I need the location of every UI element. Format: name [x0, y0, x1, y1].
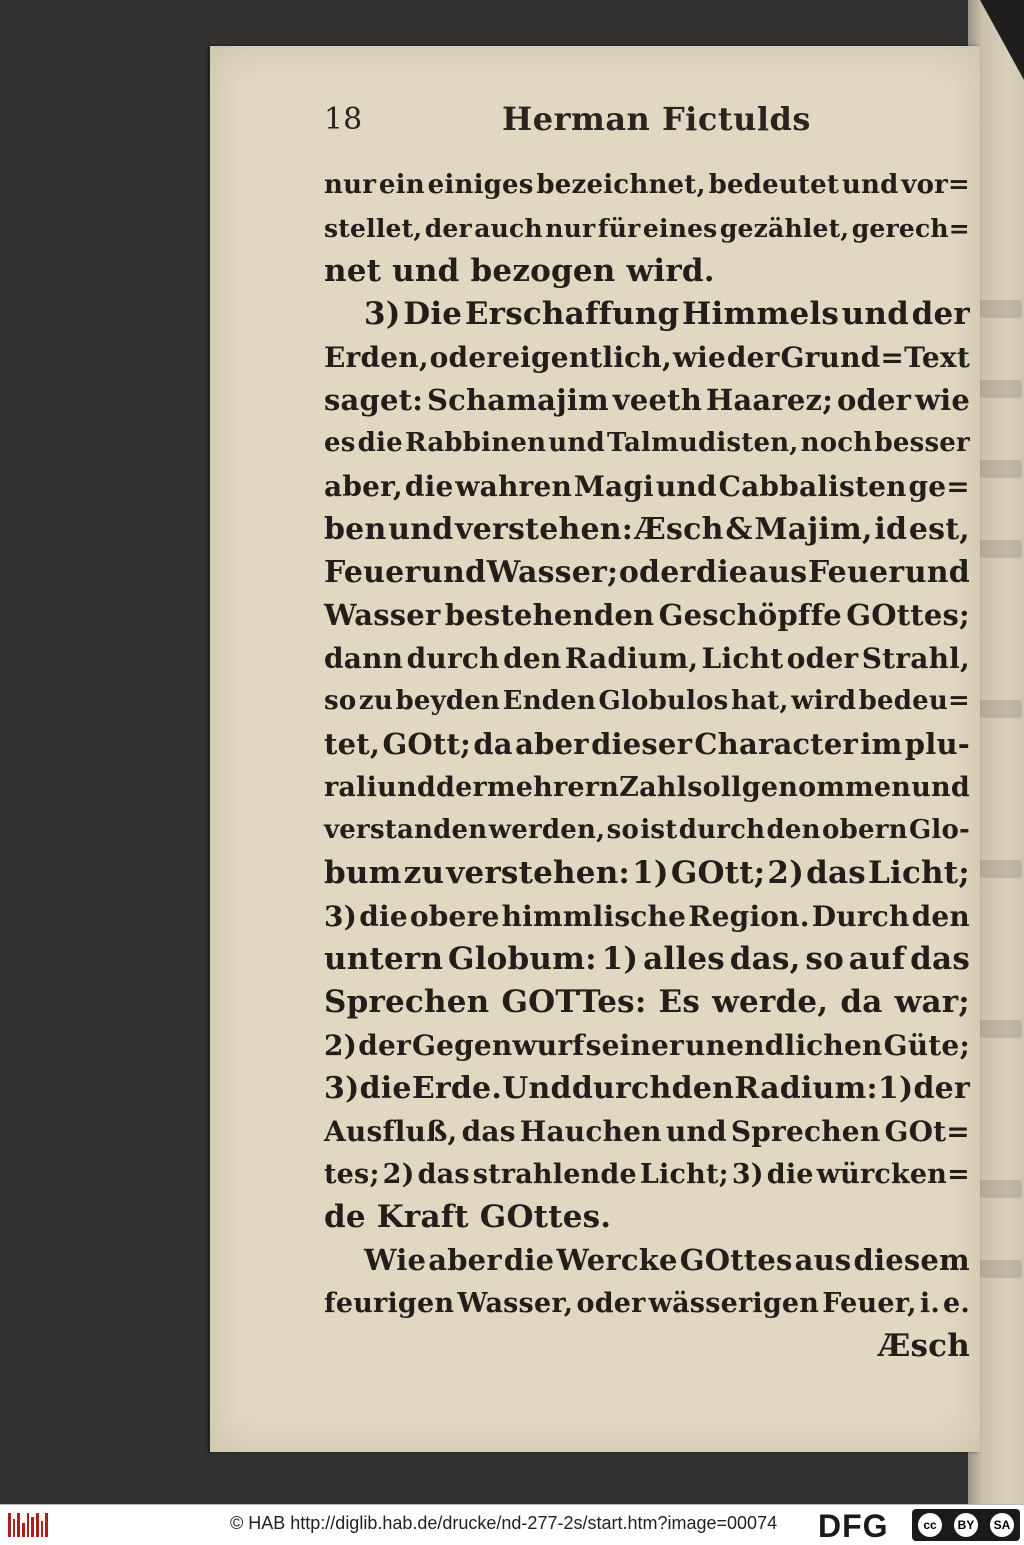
text-line: ben und verstehen: Æsch & Majim, id est, [324, 512, 970, 547]
text-line: Æsch [878, 1328, 970, 1364]
page-corner [980, 0, 1024, 80]
text-line: 3) die obere himmlische Region. Durch den [324, 900, 970, 933]
by-icon: BY [954, 1513, 978, 1537]
text-line: de Kraft GOttes. [324, 1199, 612, 1235]
text-line: Ausfluß, das Hauchen und Sprechen GOt= [324, 1115, 970, 1148]
text-line: verstanden werden, so ist durch den obern Glo- [324, 815, 970, 845]
text-line: Feuer und Wasser; oder die aus Feuer und [324, 555, 970, 590]
page-header [324, 102, 964, 152]
text-line: es die Rabbinen und Talmudisten, noch besser [324, 428, 970, 458]
viewer-footer [0, 1504, 1024, 1545]
cc-license-badge[interactable] [912, 1509, 1020, 1541]
text-line: so zu beyden Enden Globulos hat, wird bedeu= [324, 686, 970, 716]
page-number: 18 [324, 102, 363, 137]
text-line: saget: Schamajim veeth Haarez; oder wie [324, 383, 970, 417]
text-line: stellet, der auch nur für eines gezählet, gerech= [324, 214, 970, 243]
text-line: net und bezogen wird. [324, 253, 715, 289]
book-page [210, 46, 980, 1452]
text-line: rali und der mehrern Zahl soll genommen und [324, 772, 970, 803]
text-line: feurigen Wasser, oder wässerigen Feuer, i. e. [324, 1288, 970, 1319]
text-line: bum zu verstehen: 1) GOtt; 2) das Licht; [324, 855, 970, 891]
sa-icon: SA [990, 1513, 1014, 1537]
cc-icon: cc [918, 1513, 942, 1537]
text-line: tes; 2) das strahlende Licht; 3) die würcken= [324, 1159, 970, 1190]
text-block [324, 164, 970, 1368]
text-line: 3) die Erde. Und durch den Radium: 1) der [324, 1071, 970, 1106]
text-line: dann durch den Radium, Licht oder Strahl, [324, 642, 970, 675]
text-line: untern Globum: 1) alles das, so auf das [324, 941, 970, 977]
text-line: aber, die wahren Magi und Cabbalisten ge= [324, 470, 970, 503]
copyright-link[interactable]: © HAB http://diglib.hab.de/drucke/nd-277-2s/start.htm?image=00074 [230, 1513, 778, 1533]
text-line: nur ein einiges bezeichnet, bedeutet und vor= [324, 170, 970, 200]
dfg-logo[interactable]: DFG [818, 1508, 889, 1544]
text-line: 2) der Gegenwurf seiner unendlichen Güte; [324, 1029, 970, 1062]
text-line: Sprechen GOTTes: Es werde, da war; [324, 984, 970, 1020]
text-line: Erden, oder eigentlich, wie der Grund=Text [324, 341, 970, 374]
hab-logo-icon [8, 1513, 48, 1537]
running-head: Herman Fictulds [502, 100, 811, 138]
text-line: Wie aber die Wercke GOttes aus diesem [364, 1243, 970, 1277]
text-line: Wasser bestehenden Geschöpffe GOttes; [324, 598, 970, 632]
text-line: 3) Die Erschaffung Himmels und der [364, 296, 970, 332]
text-line: tet, GOtt; da aber dieser Character im plu- [324, 727, 970, 761]
